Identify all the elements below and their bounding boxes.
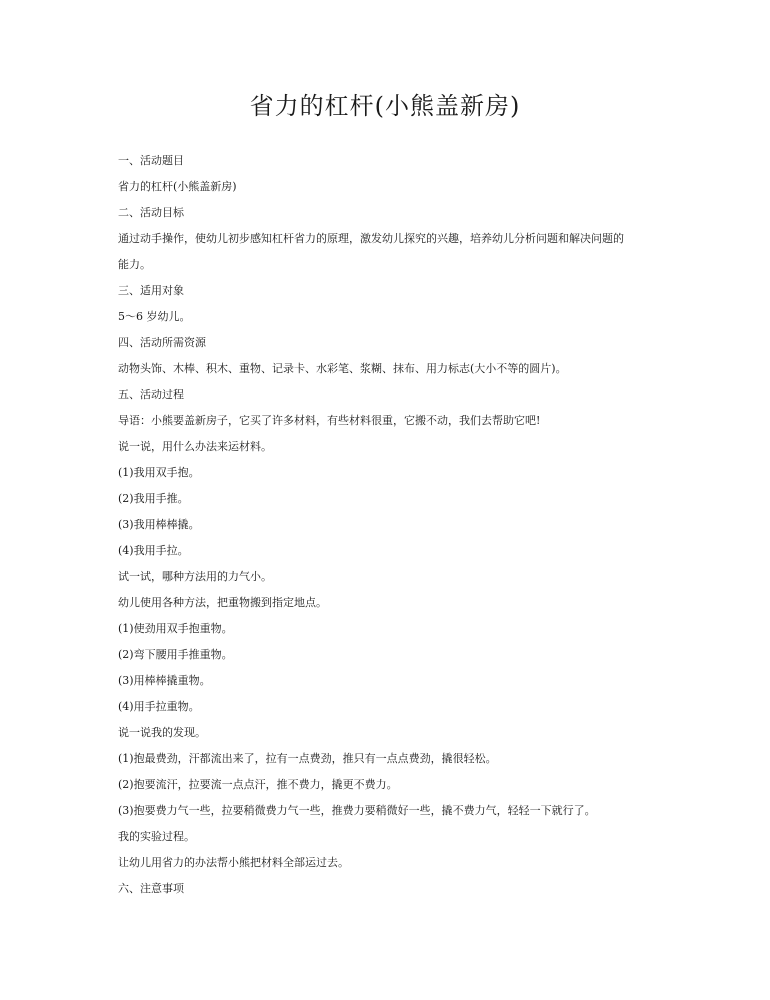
document-title: 省力的杠杆(小熊盖新房)	[249, 92, 521, 120]
section-heading-topic: 一、活动题目	[118, 154, 184, 167]
paragraph-findings: 说一说我的发现。	[118, 726, 206, 739]
section-heading-process: 五、活动过程	[118, 388, 184, 401]
list-item: (2)抱要流汗，拉要流一点点汗，推不费力，撬更不费力。	[118, 778, 398, 791]
list-item: (3)我用棒棒撬。	[118, 518, 200, 531]
paragraph-goal-cont: 能力。	[118, 258, 151, 271]
list-item: (3)抱要费力气一些，拉要稍微费力气一些，推费力要稍微好一些，撬不费力气，轻轻一下就行了。	[118, 804, 596, 817]
list-item: (2)我用手推。	[118, 492, 189, 505]
section-heading-resources: 四、活动所需资源	[118, 336, 206, 349]
paragraph-experiment: 我的实验过程。	[118, 830, 195, 843]
section-heading-audience: 三、适用对象	[118, 284, 184, 297]
paragraph-try: 试一试，哪种方法用的力气小。	[118, 570, 272, 583]
paragraph-conclusion: 让幼儿用省力的办法帮小熊把材料全部运过去。	[118, 856, 349, 869]
paragraph-intro: 导语：小熊要盖新房子，它买了许多材料，有些材料很重，它搬不动，我们去帮助它吧!	[118, 414, 541, 427]
list-item: (3)用棒棒撬重物。	[118, 674, 211, 687]
list-item: (2)弯下腰用手推重物。	[118, 648, 233, 661]
document-body	[118, 152, 678, 906]
list-item: (1)抱最费劲，汗都流出来了，拉有一点费劲，推只有一点点费劲，撬很轻松。	[118, 752, 497, 765]
paragraph-topic: 省力的杠杆(小熊盖新房)	[118, 180, 237, 193]
paragraph-discuss: 说一说，用什么办法来运材料。	[118, 440, 272, 453]
paragraph-audience: 5～6 岁幼儿。	[118, 310, 191, 323]
list-item: (4)用手拉重物。	[118, 700, 200, 713]
paragraph-resources: 动物头饰、木棒、积木、重物、记录卡、水彩笔、浆糊、抹布、用力标志(大小不等的圆片)。	[118, 362, 567, 375]
paragraph-goal: 通过动手操作，使幼儿初步感知杠杆省力的原理，激发幼儿探究的兴趣，培养幼儿分析问题和解决问题的	[118, 232, 624, 245]
list-item: (1)使劲用双手抱重物。	[118, 622, 233, 635]
section-heading-goal: 二、活动目标	[118, 206, 184, 219]
list-item: (4)我用手拉。	[118, 544, 189, 557]
list-item: (1)我用双手抱。	[118, 466, 200, 479]
paragraph-method: 幼儿使用各种方法，把重物搬到指定地点。	[118, 596, 327, 609]
section-heading-notes: 六、注意事项	[118, 882, 184, 895]
